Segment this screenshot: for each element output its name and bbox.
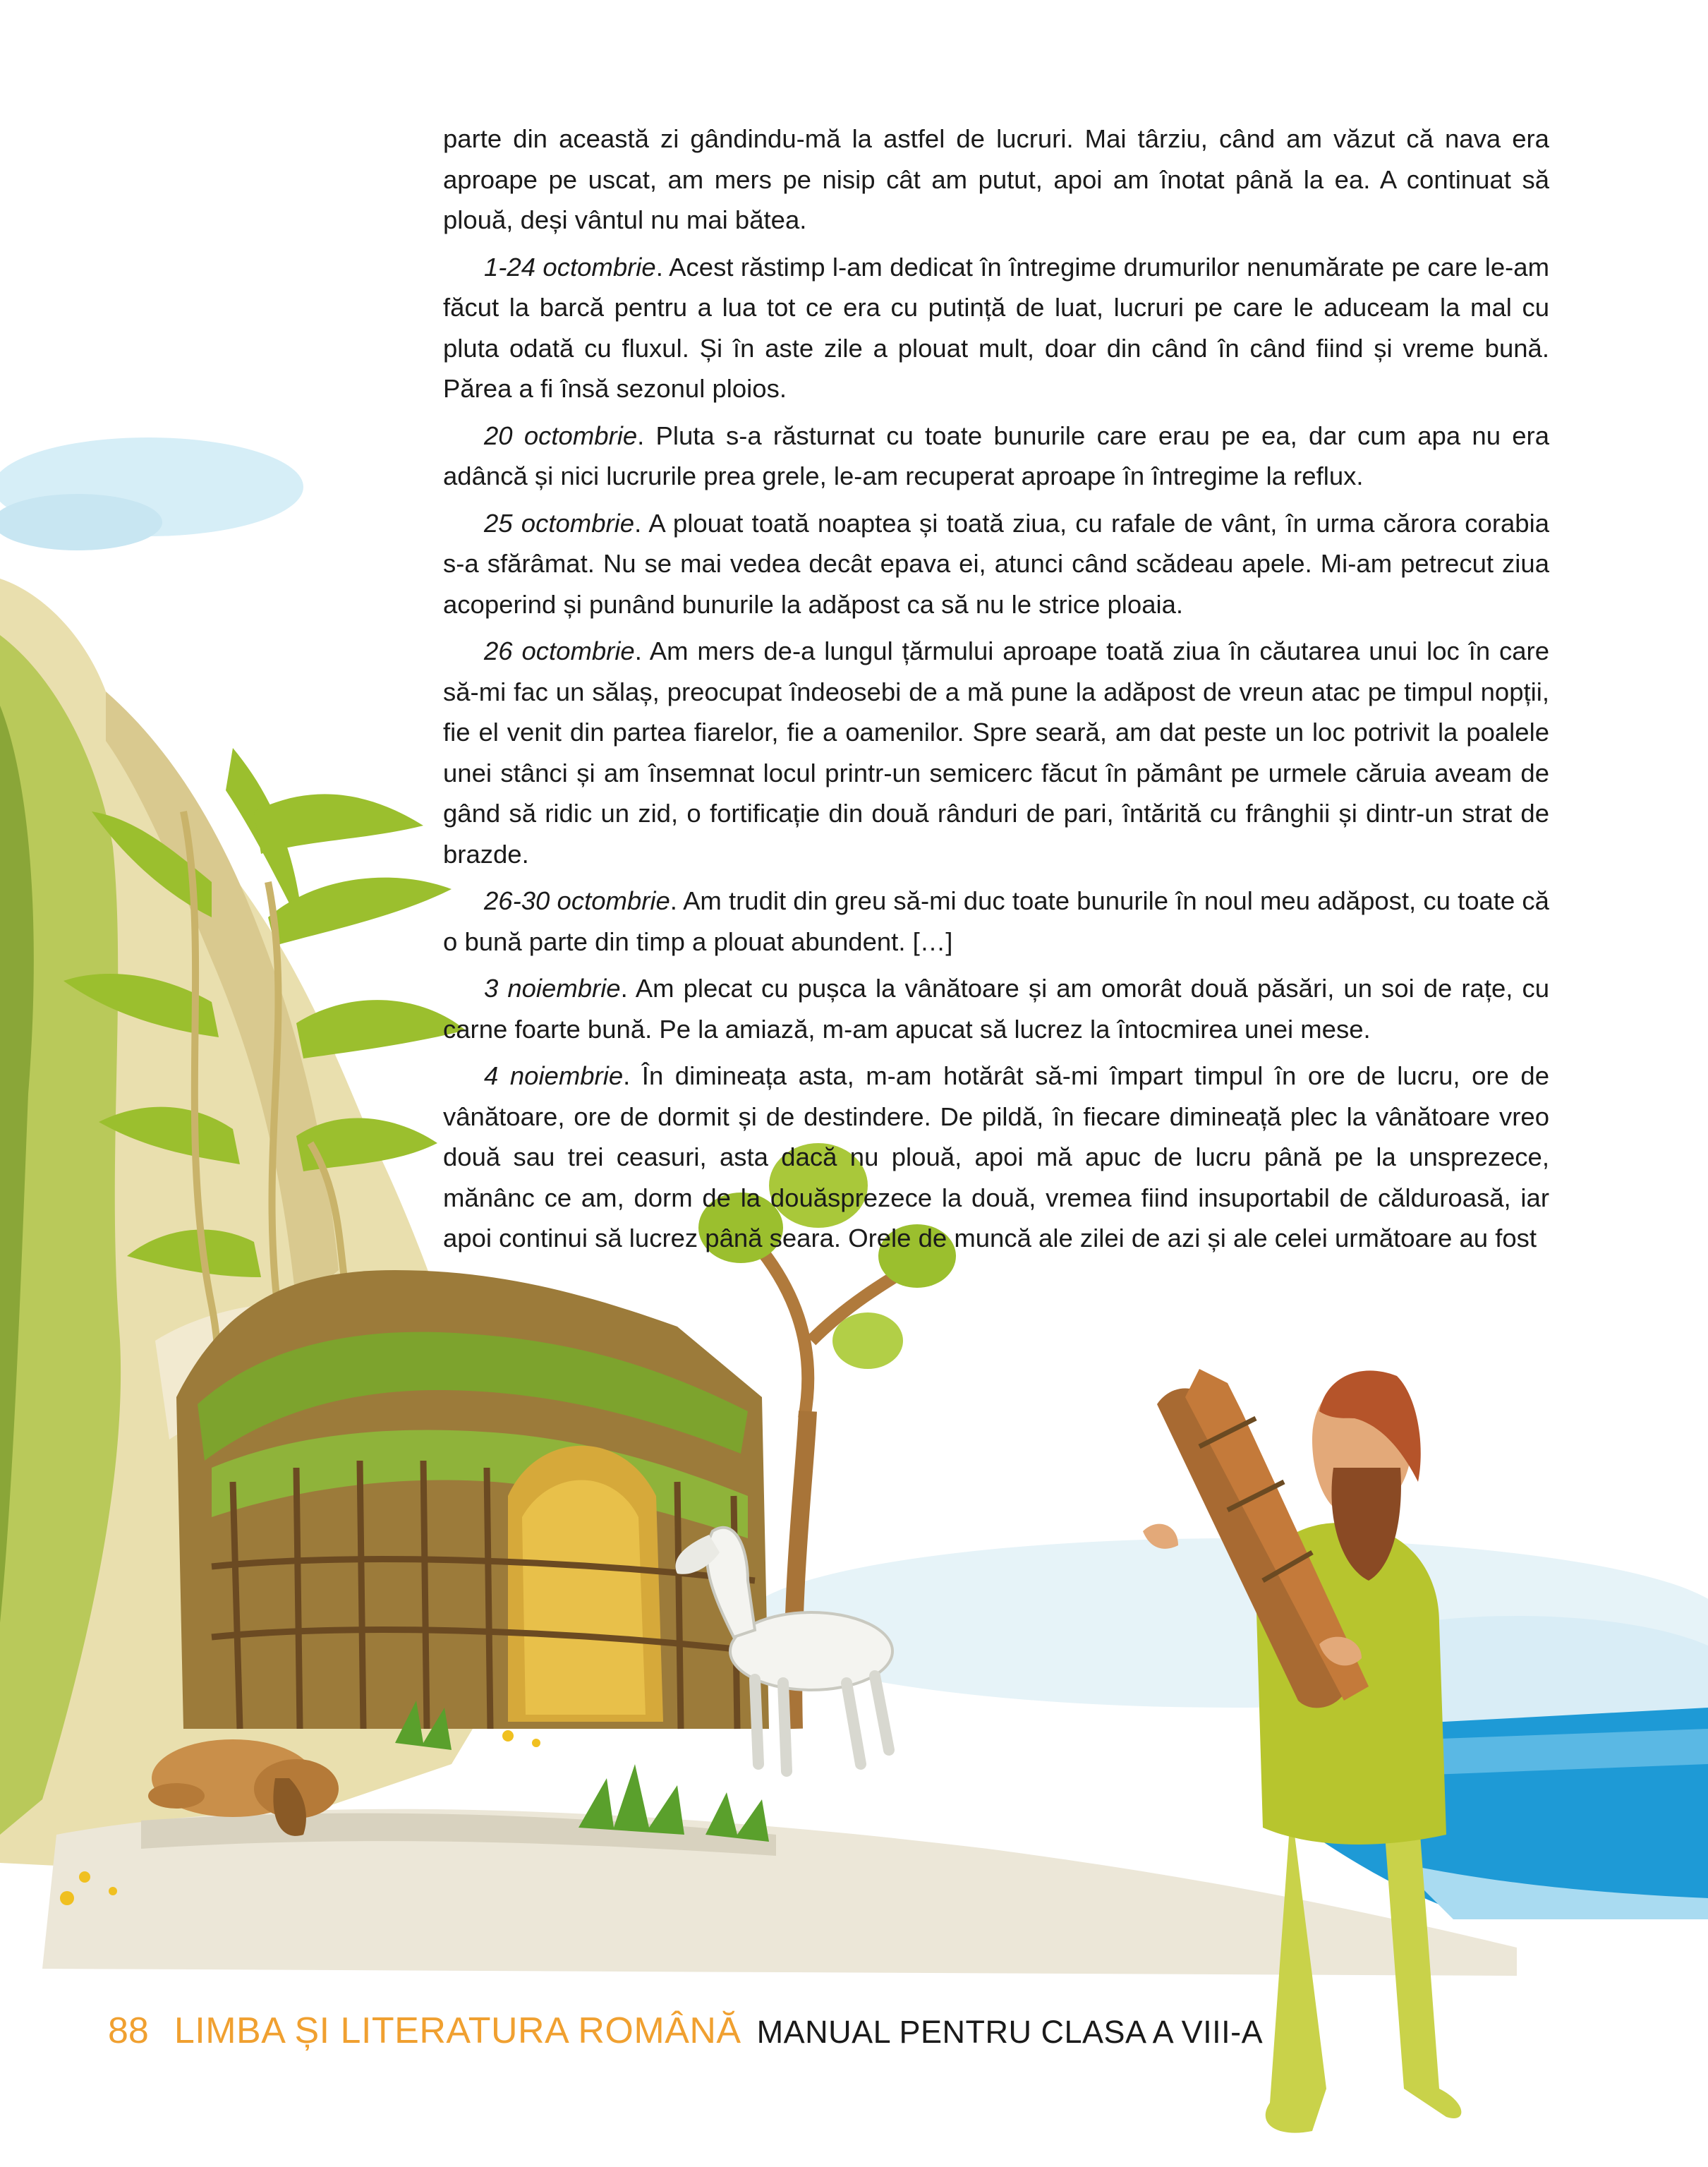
diary-date: 25 octombrie [484,508,635,538]
page-footer [108,2010,1263,2066]
diary-date: 4 noiembrie [484,1061,624,1090]
book-title: LIMBA ȘI LITERATURA ROMÂNĂ [174,2010,741,2051]
diary-date: 3 noiembrie [484,974,621,1003]
diary-paragraph [443,416,1549,497]
diary-date: 1-24 octombrie [484,252,656,282]
diary-paragraph [443,968,1549,1049]
diary-entry-text: . Am trudit din greu să-mi duc toate bunurile în noul meu adăpost, cu toate că o bună parte din timp a plouat abundent. […] [443,886,1549,956]
diary-entry-text: parte din această zi gândindu-mă la astfel de lucruri. Mai târziu, când am văzut că nava era aproape pe uscat, am mers pe nisip cât am putut, apoi am înotat până la ea. A continuat să plouă, deși vântul nu mai bătea. [443,124,1549,234]
diary-entry-text: . Acest răstimp l-am dedicat în întregime drumurilor nenumărate pe care le-am făcut la barcă pentru a lua tot ce era cu putință de luat, lucruri pe care le aduceam la mal cu pluta odată cu fluxul. Și în aste zile a plouat mult, doar din când în când fiind și vreme bună. Părea a fi însă sezonul ploios. [443,252,1549,403]
diary-entry-text: . În dimineața asta, m-am hotărât să-mi împart timpul în ore de lucru, ore de vânătoare, ore de dormit și de destindere. De pildă, în fiecare dimineață plec la vânătoare vreo două sau trei ceasuri, asta dacă nu plouă, apoi mă apuc de lucru până pe la unsprezece, mănânc ce am, dorm de la douăsprezece la două, vremea fiind insuportabil de călduroasă, iar apoi continui să lucrez până seara. Orele de muncă ale zilei de azi și ale celei următoare au fost [443,1061,1549,1252]
diary-date: 26 octombrie [484,636,635,665]
diary-entry-text: . Pluta s-a răsturnat cu toate bunurile care erau pe ea, dar cum apa nu era adâncă și nici lucrurile prea grele, le-am recuperat aproape în întregime la reflux. [443,421,1550,490]
book-subtitle: MANUAL PENTRU CLASA A VIII-A [756,2014,1264,2050]
narrative-text [443,119,1549,1265]
diary-paragraph [443,119,1549,241]
woven-hut [176,1270,769,1729]
diary-entry-text: . A plouat toată noaptea și toată ziua, cu rafale de vânt, în urma cărora corabia s-a sfărâmat. Nu se mai vedea decât epava ei, atunci când scădeau apele. Mi-am petrecut ziua acoperind și punând bunurile la adăpost ca să nu le strice ploaia. [443,508,1549,619]
diary-paragraph [443,247,1549,409]
diary-paragraph [443,1056,1549,1259]
diary-date: 26-30 octombrie [484,886,670,915]
diary-paragraph [443,881,1549,962]
diary-paragraph [443,631,1549,874]
diary-paragraph [443,503,1549,625]
page-number: 88 [108,2010,149,2051]
diary-date: 20 octombrie [484,421,638,450]
diary-entry-text: . Am mers de-a lungul țărmului aproape toată ziua în căutarea unui loc în care să-mi fac un sălaș, preocupat îndeosebi de a mă pune la adăpost de vreun atac pe timpul nopții, fie el venit din partea fiarelor, fie a oamenilor. Spre seară, am dat peste un loc potrivit la poalele unei stânci și am însemnat locul printr-un semicerc făcut în pământ pe urmele căruia aveam de gând să ridic un zid, o fortificație din două rânduri de pari, întărită cu frânghii și dintr-un strat de brazde. [443,636,1550,869]
diary-entry-text: . Am plecat cu pușca la vânătoare și am omorât două păsări, un soi de rațe, cu carne foarte bună. Pe la amiază, m-am apucat să lucrez la întocmirea unei mese. [443,974,1550,1044]
